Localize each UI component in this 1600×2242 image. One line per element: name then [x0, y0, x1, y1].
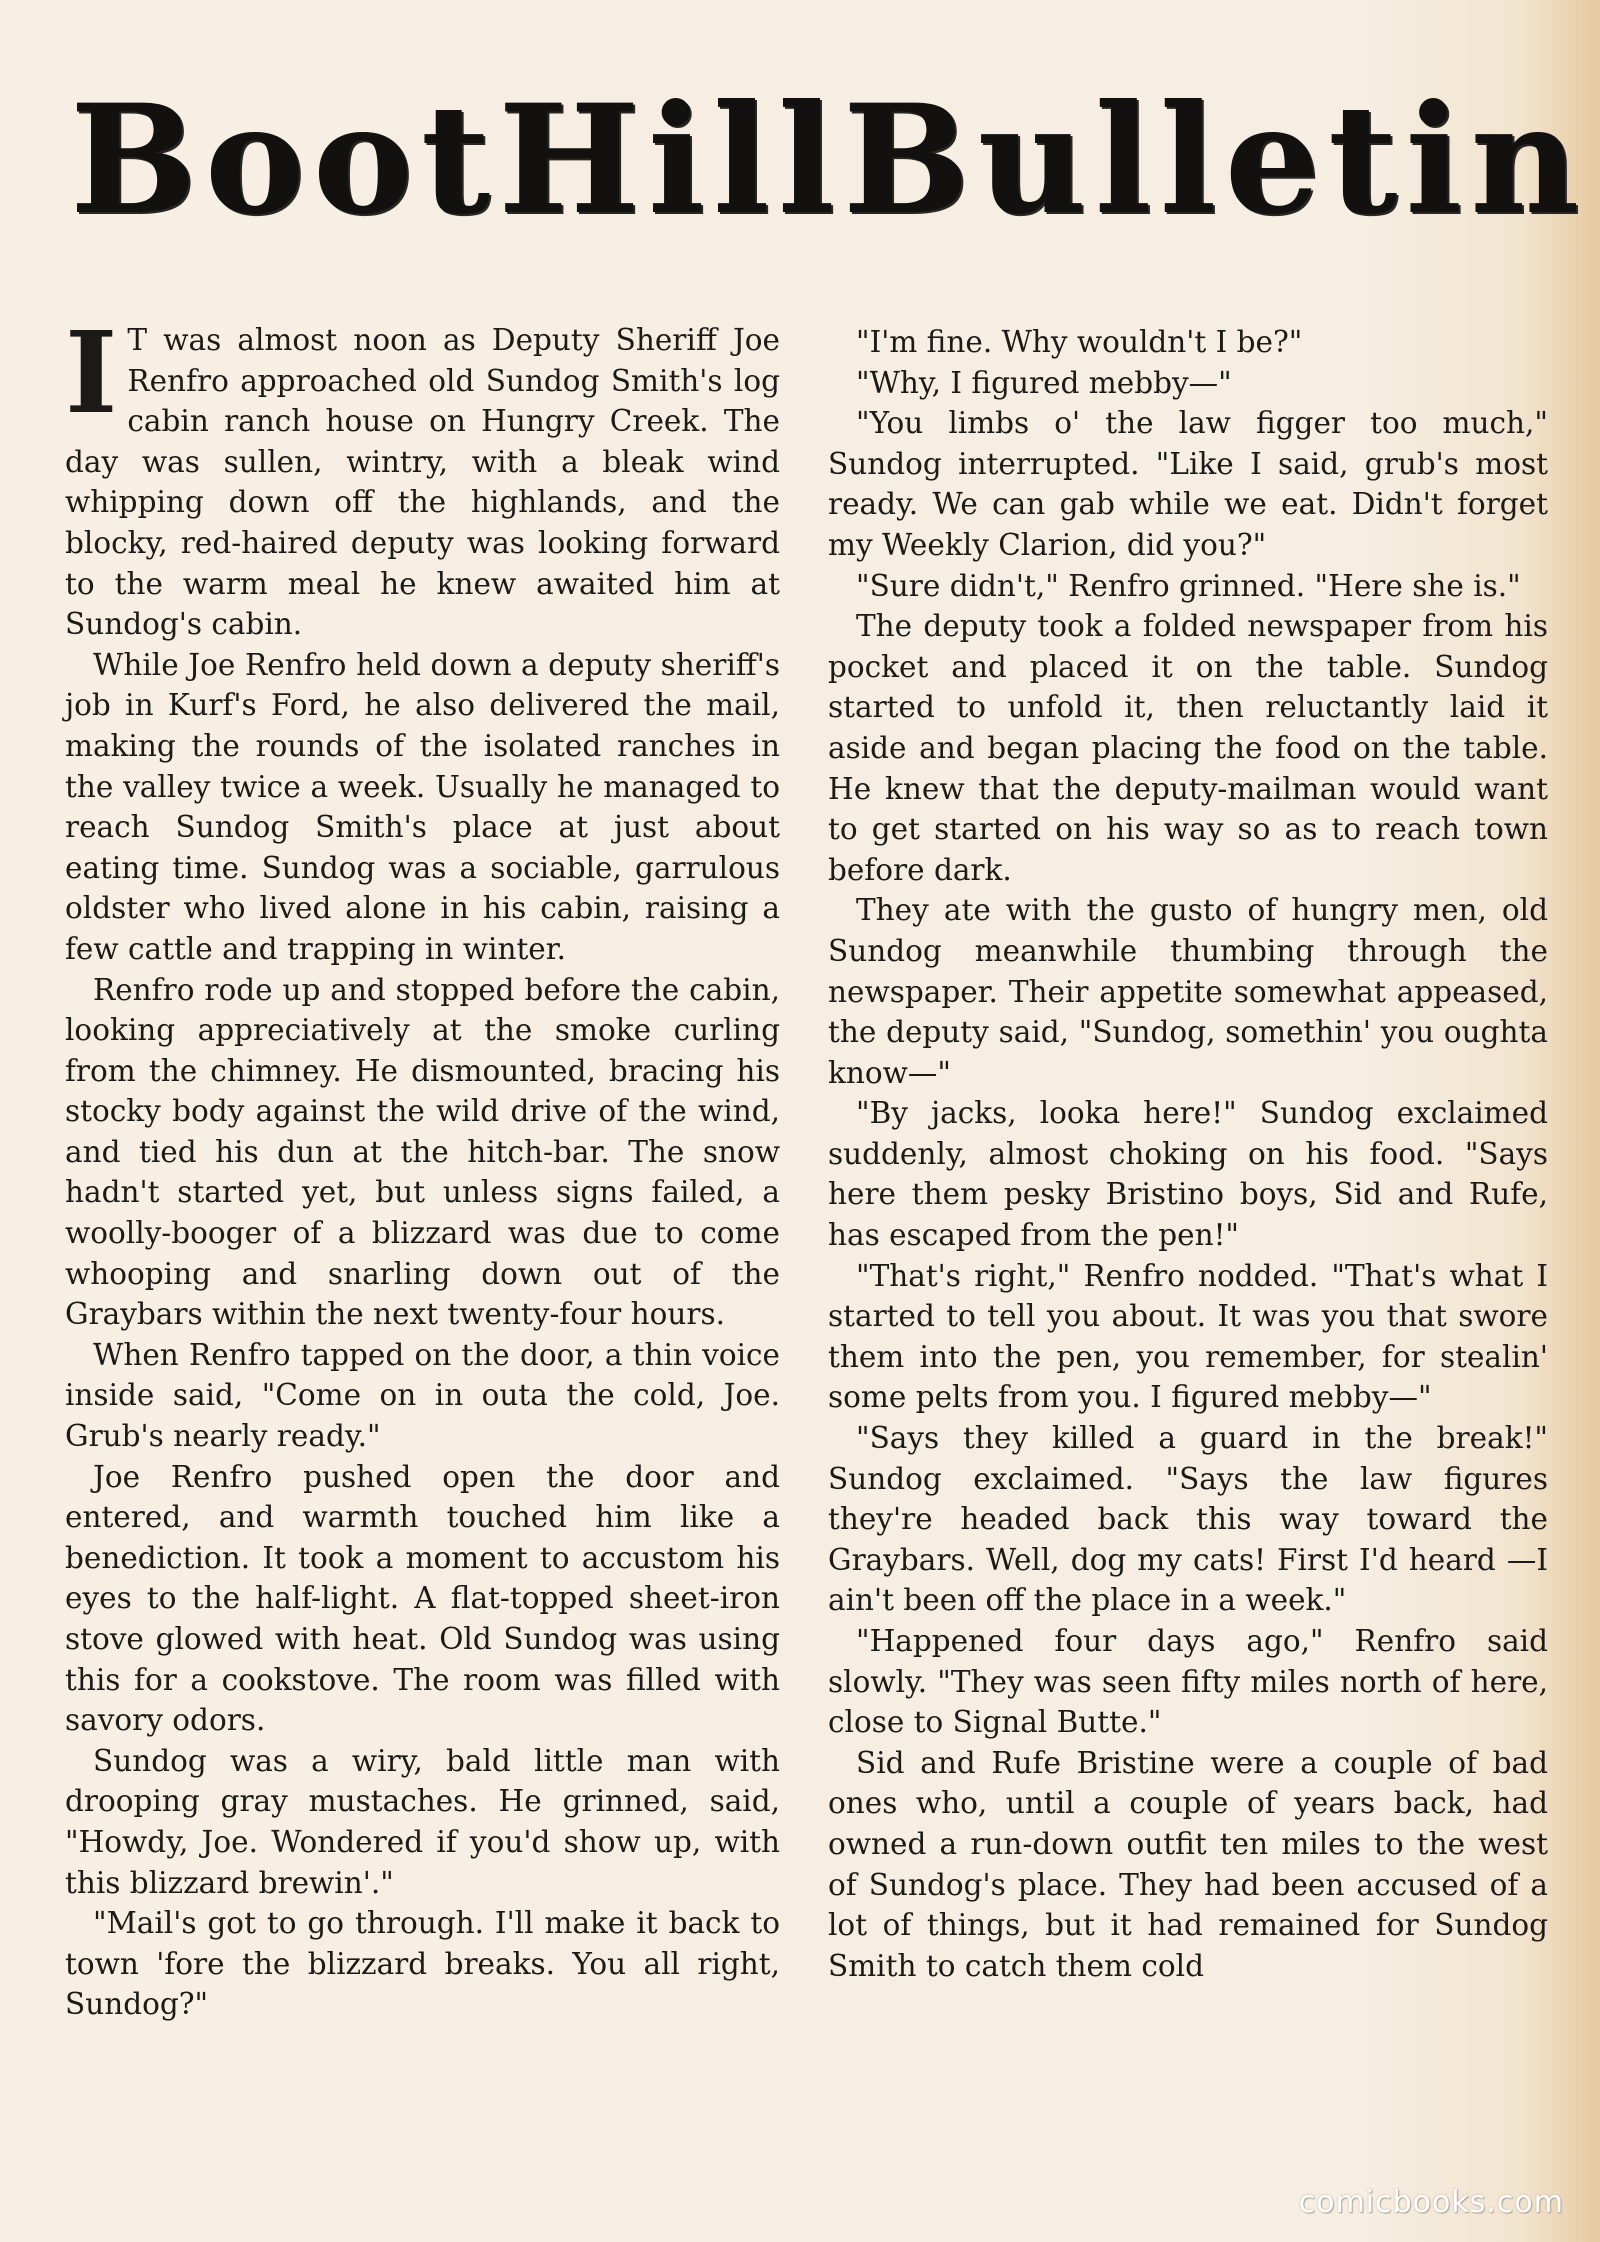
paragraph: "By jacks, looka here!" Sundog exclaimed suddenly, almost choking on his food. "Says here them pesky Bristino boys, Sid and Rufe, has escaped from the pen!": [828, 1096, 1548, 1253]
title-word: Hill: [498, 72, 843, 248]
paragraph: "Happened four days ago," Renfro said slowly. "They was seen fifty miles north of here, close to Signal Butte.": [828, 1624, 1548, 1740]
watermark: comicbooks.com: [1298, 2185, 1564, 2220]
paragraph: They ate with the gusto of hungry men, old Sundog meanwhile thumbing through the newspaper. Their appetite somewhat appeased, the deputy said, "Sundog, somethin' you oughta know—": [828, 893, 1548, 1090]
title-word: Bulletin: [842, 72, 1588, 248]
paragraph: "I'm fine. Why wouldn't I be?": [856, 325, 1303, 359]
paragraph: Sid and Rufe Bristine were a couple of bad ones who, until a couple of years back, had owned a run-down outfit ten miles to the west of Sundog's place. They had been accused of a lot of things, but it had remained for Sundog Smith to catch them cold: [828, 1745, 1548, 1983]
paragraph: "That's right," Renfro nodded. "That's what I started to tell you about. It was you that swore them into the pen, you remember, for stealin' some pelts from you. I figured mebby—": [828, 1258, 1548, 1415]
paragraph: Joe Renfro pushed open the door and entered, and warmth touched him like a benediction. It took a moment to accustom his eyes to the half-light. A flat-topped sheet-iron stove glowed with heat. Old Sundog was using this for a cookstove. The room was filled with savory odors.: [65, 1459, 780, 1738]
paragraph: "You limbs o' the law figger too much," Sundog interrupted. "Like I said, grub's most ready. We can gab while we eat. Didn't forget my Weekly Clarion, did you?": [828, 406, 1548, 562]
paragraph: While Joe Renfro held down a deputy sheriff's job in Kurf's Ford, he also delivered the mail, making the rounds of the isolated ranches in the valley twice a week. Usually he managed to reach Sundog Smith's place at just about eating time. Sundog was a sociable, garrulous oldster who lived alone in his cabin, raising a few cattle and trapping in winter.: [65, 647, 780, 966]
drop-cap: I: [65, 308, 118, 439]
left-column: [65, 308, 780, 2025]
page-title: [70, 72, 1588, 248]
paragraph: [65, 308, 780, 645]
right-column: [828, 322, 1548, 1986]
paragraph: "Sure didn't," Renfro grinned. "Here she is.": [856, 568, 1521, 603]
paragraph: "Mail's got to go through. I'll make it back to town 'fore the blizzard breaks. You all right, Sundog?": [65, 1906, 780, 2022]
paragraph: "Says they killed a guard in the break!" Sundog exclaimed. "Says the law figures they're headed back this way toward the Graybars. Well, dog my cats! First I'd heard —I ain't been off the place in a week.": [828, 1421, 1548, 1618]
paragraph: "Why, I figured mebby—": [856, 365, 1232, 400]
paragraph: Renfro rode up and stopped before the cabin, looking appreciatively at the smoke curling from the chimney. He dismounted, bracing his stocky body against the wild drive of the wind, and tied his dun at the hitch-bar. The snow hadn't started yet, but unless signs failed, a woolly-booger of a blizzard was due to come whooping and snarling down out of the Graybars within the next twenty-four hours.: [65, 972, 780, 1332]
paragraph: The deputy took a folded newspaper from his pocket and placed it on the table. Sundog started to unfold it, then reluctantly laid it aside and began placing the food on the table. He knew that the deputy-mailman would want to get started on his way so as to reach town before dark.: [828, 609, 1548, 887]
paragraph: When Renfro tapped on the door, a thin voice inside said, "Come on in outa the cold, Joe. Grub's nearly ready.": [65, 1337, 780, 1454]
paragraph: Sundog was a wiry, bald little man with drooping gray mustaches. He grinned, said, "Howdy, Joe. Wondered if you'd show up, with this blizzard brewin'.": [65, 1743, 780, 1900]
paragraph-text: T was almost noon as Deputy Sheriff Joe Renfro approached old Sundog Smith's log cabin ranch house on Hungry Creek. The day was sullen, wintry, with a bleak wind whipping down off the highlands, and the blocky, red-haired deputy was looking forward to the warm meal he knew awaited him at Sundog's cabin.: [65, 323, 780, 642]
title-word: Boot: [70, 72, 499, 248]
